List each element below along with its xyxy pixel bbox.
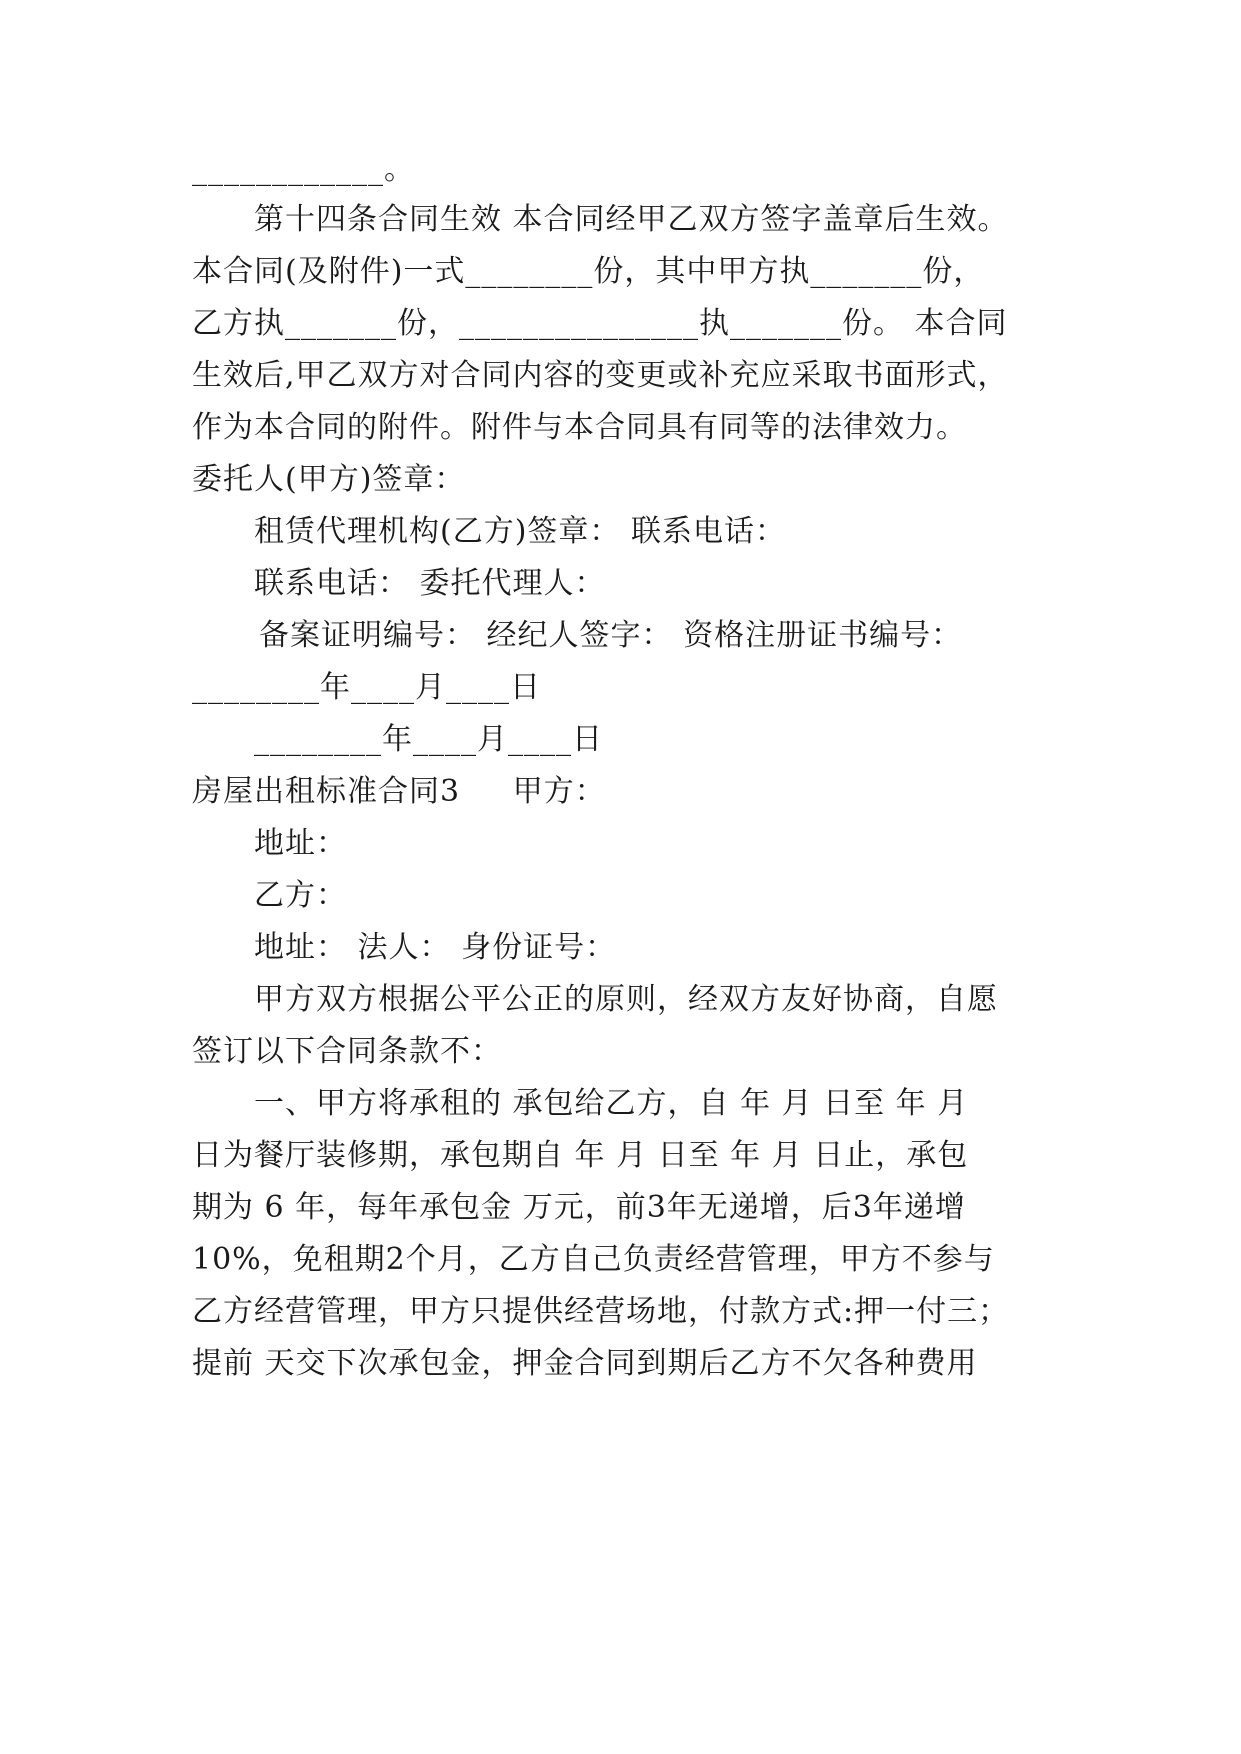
text-line: 租赁代理机构(乙方)签章： 联系电话： [254, 514, 786, 549]
text-line: 签订以下合同条款不： [192, 1034, 502, 1069]
text-line: 日为餐厅装修期，承包期自 年 月 日至 年 月 日止，承包 [192, 1138, 969, 1173]
text-line: 一、甲方将承租的 承包给乙方，自 年 月 日至 年 月 [254, 1086, 969, 1121]
text-line: 第十四条合同生效 本合同经甲乙双方签字盖章后生效。 [254, 202, 1009, 237]
date-line: ________年____月____日 [254, 722, 603, 757]
text-line: 乙方执_______份，_______________执_______份。 本合同 [192, 306, 1008, 341]
text-line: 生效后,甲乙双方对合同内容的变更或补充应采取书面形式， [192, 358, 1009, 393]
text-line: 乙方经营管理，甲方只提供经营场地，付款方式:押一付三； [192, 1294, 1010, 1329]
date-line: ________年____月____日 [192, 670, 541, 705]
text-line: 委托人(甲方)签章： [192, 462, 466, 497]
text-line: 期为 6 年，每年承包金 万元，前3年无递增，后3年递增 [192, 1190, 966, 1225]
text-line: 甲方双方根据公平公正的原则，经双方友好协商，自愿 [254, 982, 998, 1017]
text-line: 备案证明编号： 经纪人签字： 资格注册证书编号： [259, 618, 963, 653]
text-line: 作为本合同的附件。附件与本合同具有同等的法律效力。 [192, 410, 967, 445]
text-line: 10%，免租期2个月，乙方自己负责经营管理，甲方不参与 [192, 1242, 995, 1277]
text-line: 乙方： [254, 878, 347, 913]
text-line: 联系电话： 委托代理人： [254, 566, 606, 601]
text-line: 本合同(及附件)一式________份，其中甲方执_______份， [192, 254, 985, 289]
text-line: 提前 天交下次承包金，押金合同到期后乙方不欠各种费用 [192, 1346, 978, 1381]
text-line: 地址： 法人： 身份证号： [254, 930, 617, 965]
contract-heading: 房屋出租标准合同3 甲方： [192, 774, 606, 809]
text-line: ____________。 [192, 152, 415, 187]
text-line: 地址： [254, 826, 347, 861]
